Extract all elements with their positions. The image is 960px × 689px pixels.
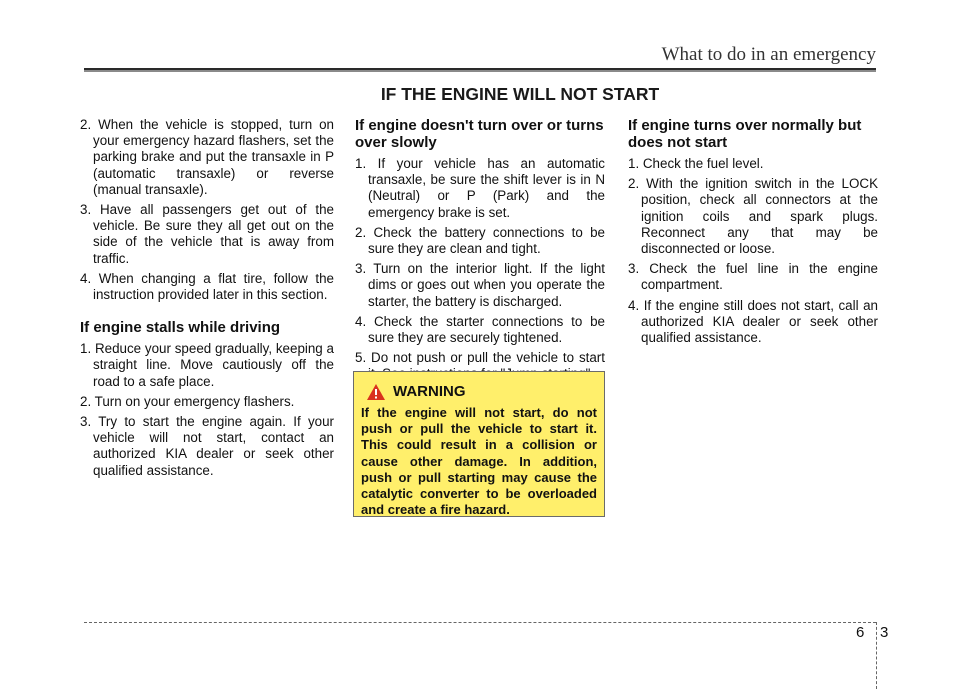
- list-item: 2. When the vehicle is stopped, turn on your emergency hazard flashers, set the parking brake and put the transaxle in P (automatic transaxle) or reverse (manual transaxle).: [80, 117, 334, 197]
- stall-list: [80, 341, 334, 479]
- no-turn-over-list: [355, 156, 605, 383]
- list-item: 3. Turn on the interior light. If the light dims or goes out when you operate the starter, the battery is discharged.: [355, 261, 605, 309]
- list-item: 1. If your vehicle has an automatic transaxle, be sure the shift lever is in N (Neutral) or P (Park) and the emergency brake is set.: [355, 156, 605, 220]
- list-item: 5. Do not push or pull the vehicle to start: [355, 350, 605, 366]
- footer-rule: [84, 622, 876, 623]
- no-turn-over-heading: If engine doesn't turn over or turns over slowly: [355, 117, 604, 151]
- list-item: 1. Reduce your speed gradually, keeping a straight line. Move cautiously off the road to a safe place.: [80, 341, 334, 389]
- page-number: 3: [880, 624, 889, 641]
- list-item: 4. When changing a flat tire, follow the instruction provided later in this section.: [80, 270, 334, 303]
- footer-divider: [876, 622, 877, 689]
- list-item: 2. Turn on your emergency flashers.: [80, 393, 295, 409]
- column-1: [80, 117, 334, 483]
- no-start-heading: If engine turns over normally but does not start: [628, 117, 862, 151]
- column-3: [628, 117, 878, 350]
- section-title: IF THE ENGINE WILL NOT START: [380, 84, 660, 104]
- list-item: 4. If the engine still does not start, call an authorized KIA dealer or seek other qualified assistance.: [628, 297, 878, 346]
- header-rule: [84, 68, 876, 72]
- warning-box: [353, 371, 605, 517]
- list-item: 4. Check the starter connections to be sure they are securely tightened.: [355, 313, 605, 346]
- list-item: 1. Check the fuel level.: [628, 156, 764, 171]
- warning-title: WARNING: [393, 383, 466, 400]
- intro-list: [80, 117, 334, 303]
- stall-heading: If engine stalls while driving: [80, 319, 281, 337]
- list-item: 3. Try to start the engine again. If your vehicle will not start, contact an authorized KIA dealer or seek other qualified assistance.: [80, 414, 334, 478]
- list-item: 2. With the ignition switch in the LOCK position, check all connectors at the ignition coils and spark plugs. Reconnect any that may be disconnected or loose.: [628, 176, 878, 257]
- chapter-number: 6: [856, 624, 865, 641]
- list-item: 3. Check the fuel line in the engine compartment.: [628, 261, 878, 293]
- list-item: 3. Have all passengers get out of the vehicle. Be sure they all get out on the side of the vehicle that is away from traffic.: [80, 202, 334, 266]
- list-item: 2. Check the battery connections to be sure they are clean and tight.: [355, 224, 605, 257]
- chapter-title: What to do in an emergency: [661, 44, 876, 65]
- column-2: [355, 117, 605, 387]
- warning-text: If the engine will not start, do not push or pull the vehicle to start it. This could result in a collision or cause other damage. In addition, push or pull starting may cause the catalytic converter to be overloaded and create a fire hazard.: [361, 405, 597, 518]
- no-start-list: [628, 156, 878, 346]
- warning-triangle-icon: [366, 383, 386, 401]
